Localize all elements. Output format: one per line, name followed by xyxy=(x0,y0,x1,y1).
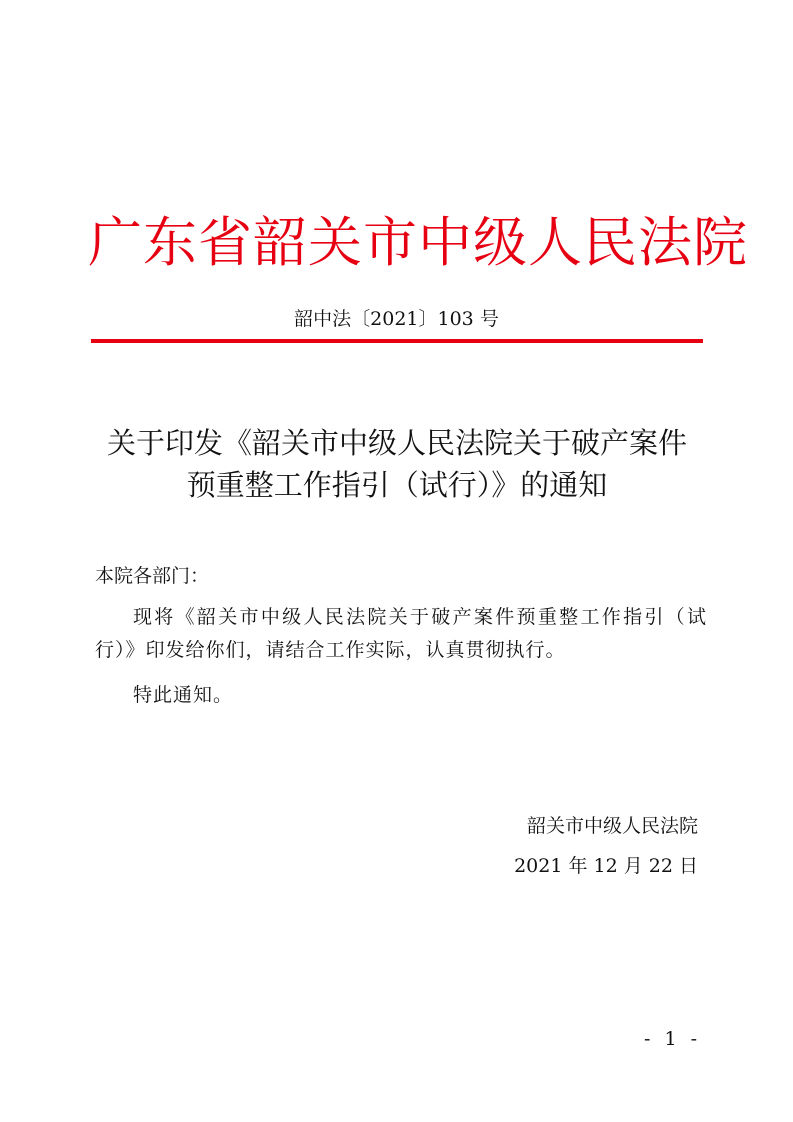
document-number: 韶中法〔2021〕103 号 xyxy=(294,308,499,330)
salutation: 本院各部门： xyxy=(95,565,210,587)
issuer-name: 韶关市中级人民法院 xyxy=(526,815,698,837)
court-header-title: 广东省韶关市中级人民法院 xyxy=(88,211,748,274)
signature-block xyxy=(514,806,698,886)
title-line-1: 关于印发《韶关市中级人民法院关于破产案件 xyxy=(106,426,687,460)
document-title xyxy=(92,422,702,506)
page-number: - 1 - xyxy=(643,1028,701,1050)
red-divider-line xyxy=(91,339,703,343)
title-line-2: 预重整工作指引（试行）》的通知 xyxy=(186,468,608,502)
body-paragraph-closing: 特此通知。 xyxy=(133,684,234,706)
issue-date: 2021 年 12 月 22 日 xyxy=(514,855,698,877)
body-paragraph: 现将《韶关市中级人民法院关于破产案件预重整工作指引（试行）》印发给你们，请结合工作实际，认真贯彻执行。 xyxy=(95,606,707,661)
document-body xyxy=(95,560,707,724)
